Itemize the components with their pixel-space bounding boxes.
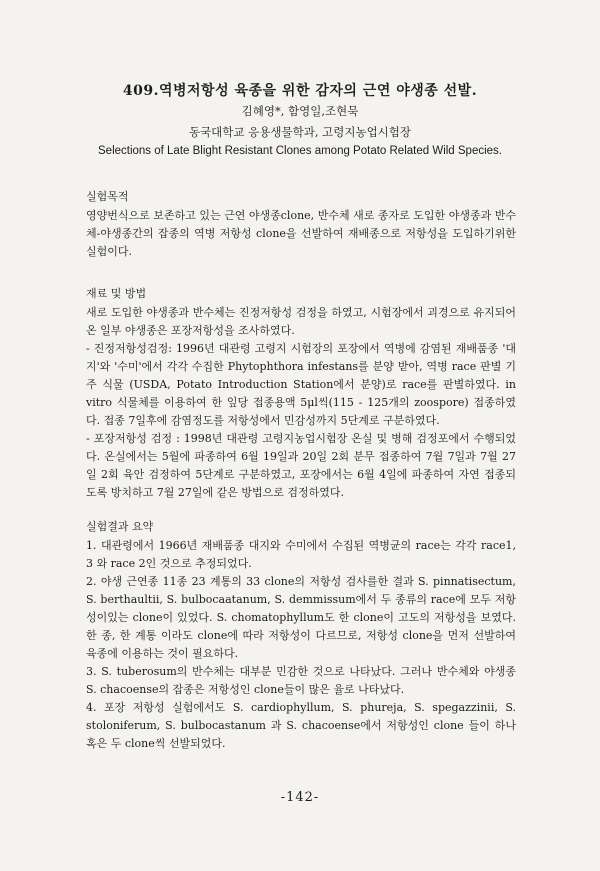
- authors: 김혜영*, 함영일,조현묵: [241, 104, 359, 118]
- paragraph: 4. 포장 저항성 실험에서도 S. cardiophyllum, S. phureja, S. spegazzinii, S. stoloniferum, S. bulbocastanum 과 S. chacoense에서 저항성인 clone 들이 하나 혹은 두 clone씩 선발되었다.: [86, 701, 516, 750]
- affiliation: 동국대학교 응용생물학과, 고령지농업시험장: [188, 125, 412, 139]
- paragraph: 3. S. tuberosum의 반수체는 대부분 민감한 것으로 나타났다. 그러나 반수체와 야생종 S. chacoense의 잡종은 저항성인 clone들이 많은 율로 나타났다.: [86, 665, 516, 696]
- paper-title: 409.역병저항성 육종을 위한 감자의 근연 야생종 선발.: [122, 83, 478, 99]
- paragraph: 2. 야생 근연종 11종 23 계통의 33 clone의 저항성 검사를한 결과 S. pinnatisectum, S. berthaultii, S. bulbocaatanum, S. demmissum에서 두 종류의 race에 모두 저항성이있는 clone이 있었다. S. chomatophyllum도 한 clone이 고도의 저항성을 보였다. 한 종, 한 계통 이라도 clone에 따라 저항성이 다르므로, 저항성 clone을 먼저 선발하여 육종에 이용하는 것이 필요하다.: [86, 575, 516, 660]
- section-heading: 재료 및 방법: [86, 287, 147, 300]
- english-title: Selections of Late Blight Resistant Clones among Potato Related Wild Species.: [98, 145, 502, 157]
- section-results: [86, 518, 516, 753]
- paragraph: - 포장저항성 검정 : 1998년 대관령 고령지농업시험장 온실 및 병해 검정포에서 수행되었다. 온실에서는 5월에 파종하여 6월 19일과 20일 2회 분무 접종하여 7월 7일과 7월 27일 2회 육안 검정하여 5단계로 구분하였고, 포장에서는 6월 4일에 파종하여 자연 접종되도록 방치하고 7월 27일에 같은 방법으로 검정하였다.: [86, 432, 516, 499]
- section-heading: 실험결과 요약: [86, 520, 154, 533]
- paragraph: 영양번식으로 보존하고 있는 근연 야생종clone, 반수체 새로 종자로 도입한 야생종과 반수체-야생종간의 잡종의 역병 저항성 clone을 선발하여 재배종으로 저항성을 도입하기위한 실험이다.: [86, 209, 516, 258]
- paragraph: - 진정저항성검정: 1996년 대관령 고령지 시험장의 포장에서 역병에 감염된 재배품종 '대지'와 '수미'에서 각각 수집한 Phytophthora infestans를 분양 받아, 역병 race 판별 기주 식물 (USDA, Potato Introduction Station에서 분양)로 race를 판별하였다. in vitro 식물체를 이용하여 한 잎당 접종용액 5μl씩(115 - 125개의 zoospore) 접종하였다. 접종 7일후에 감염정도를 저항성에서 민감성까지 5단계로 구분하였다.: [86, 342, 516, 427]
- section-heading: 실험목적: [86, 190, 129, 203]
- paragraph: 새로 도입한 야생종과 반수체는 진정저항성 검정을 하였고, 시험장에서 괴경으로 유지되어온 일부 야생종은 포장저항성을 조사하였다.: [86, 306, 516, 337]
- page-number: -142-: [280, 790, 320, 805]
- section-methods: [86, 285, 516, 502]
- section-objective: [86, 188, 516, 261]
- paragraph: 1. 대관령에서 1966년 재배품종 대지와 수미에서 수집된 역병균의 race는 각각 race1, 3 와 race 2인 것으로 추정되었다.: [86, 539, 516, 570]
